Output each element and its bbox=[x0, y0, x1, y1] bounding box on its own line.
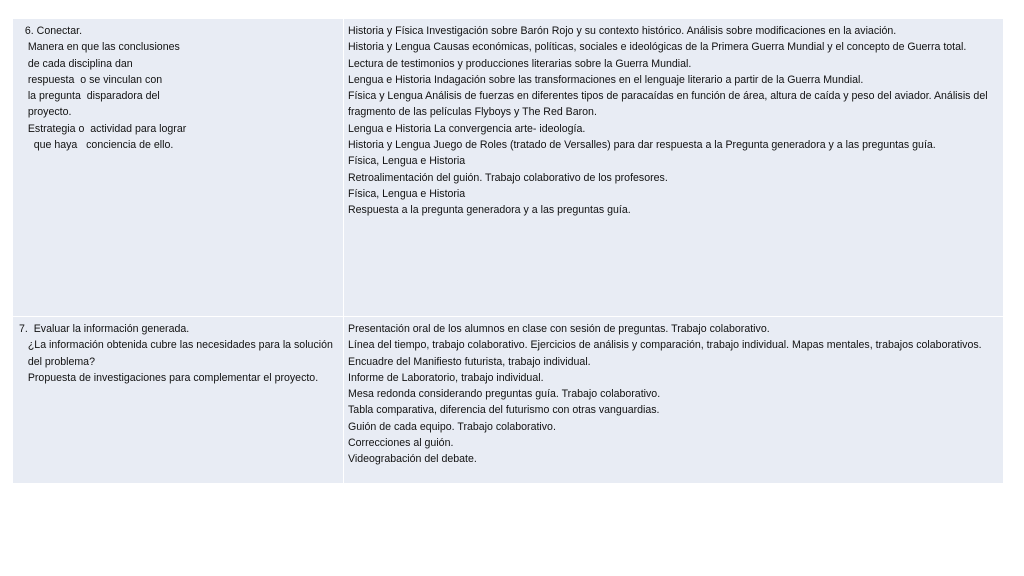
activity-line: Presentación oral de los alumnos en clase con sesión de preguntas. Trabajo colaborativo. bbox=[348, 323, 770, 335]
table-row-evaluar bbox=[13, 317, 1004, 484]
activity-line: Videograbación del debate. bbox=[348, 453, 477, 466]
activity-line: Historia y Física Investigación sobre Barón Rojo y su contexto histórico. Análisis sobre modificaciones en la aviación. bbox=[348, 25, 897, 37]
step-line: ¿La información obtenida cubre las necesidades para la solución bbox=[19, 339, 333, 352]
activity-line: Tabla comparativa, diferencia del futurismo con otras vanguardias. bbox=[348, 404, 660, 417]
activity-line: fragmento de las películas Flyboys y The Red Baron. bbox=[348, 106, 597, 119]
activities-cell-evaluar bbox=[344, 317, 1004, 484]
step-line: la pregunta disparadora del bbox=[19, 90, 160, 103]
step-line: 6. Conectar. bbox=[19, 25, 83, 37]
step-cell-evaluar bbox=[13, 317, 344, 484]
activity-line: Historia y Lengua Juego de Roles (tratado de Versalles) para dar respuesta a la Pregunta generadora y a las preguntas guía. bbox=[348, 139, 936, 152]
activity-line: Física, Lengua e Historia bbox=[348, 187, 466, 200]
activity-line: Lectura de testimonios y producciones literarias sobre la Guerra Mundial. bbox=[348, 57, 692, 70]
activity-line: Lengua e Historia Indagación sobre las transformaciones en el lenguaje literario a partir de la Guerra Mundial. bbox=[348, 73, 864, 86]
activities-cell-conectar bbox=[344, 19, 1004, 317]
activity-line: Línea del tiempo, trabajo colaborativo. Ejercicios de análisis y comparación, trabajo individual. Mapas mentales, trabajos colaborativos. bbox=[348, 339, 982, 352]
step-line: Estrategia o actividad para lograr bbox=[19, 122, 187, 135]
activity-line: Física, Lengua e Historia bbox=[348, 155, 466, 168]
activity-line: Respuesta a la pregunta generadora y a las preguntas guía. bbox=[348, 204, 631, 217]
activity-line: Mesa redonda considerando preguntas guía. Trabajo colaborativo. bbox=[348, 388, 661, 401]
activity-line: Encuadre del Manifiesto futurista, trabajo individual. bbox=[348, 355, 591, 368]
project-steps-table bbox=[12, 18, 1004, 484]
activity-line: Retroalimentación del guión. Trabajo colaborativo de los profesores. bbox=[348, 171, 668, 184]
step-cell-conectar bbox=[13, 19, 344, 317]
table-row-conectar bbox=[13, 19, 1004, 317]
step-line: Manera en que las conclusiones bbox=[19, 41, 180, 54]
activity-line: Historia y Lengua Causas económicas, políticas, sociales e ideológicas de la Primera Guerra Mundial y el concepto de Guerra total. bbox=[348, 41, 967, 54]
activity-line: Correcciones al guión. bbox=[348, 437, 454, 450]
activity-line: Lengua e Historia La convergencia arte- ideología. bbox=[348, 122, 586, 135]
step-line: de cada disciplina dan bbox=[19, 57, 133, 70]
activity-line: Informe de Laboratorio, trabajo individual. bbox=[348, 371, 544, 384]
step-line: proyecto. bbox=[19, 106, 72, 119]
activity-line: Física y Lengua Análisis de fuerzas en diferentes tipos de paracaídas en función de área, altura de caída y peso del aviador. Análisis del bbox=[348, 90, 988, 103]
step-line: Propuesta de investigaciones para complementar el proyecto. bbox=[19, 371, 319, 384]
step-line: que haya conciencia de ello. bbox=[19, 139, 174, 152]
step-line: del problema? bbox=[19, 355, 95, 368]
activity-line: Guión de cada equipo. Trabajo colaborativo. bbox=[348, 420, 556, 433]
step-line: 7. Evaluar la información generada. bbox=[19, 323, 190, 335]
step-line: respuesta o se vinculan con bbox=[19, 73, 163, 86]
